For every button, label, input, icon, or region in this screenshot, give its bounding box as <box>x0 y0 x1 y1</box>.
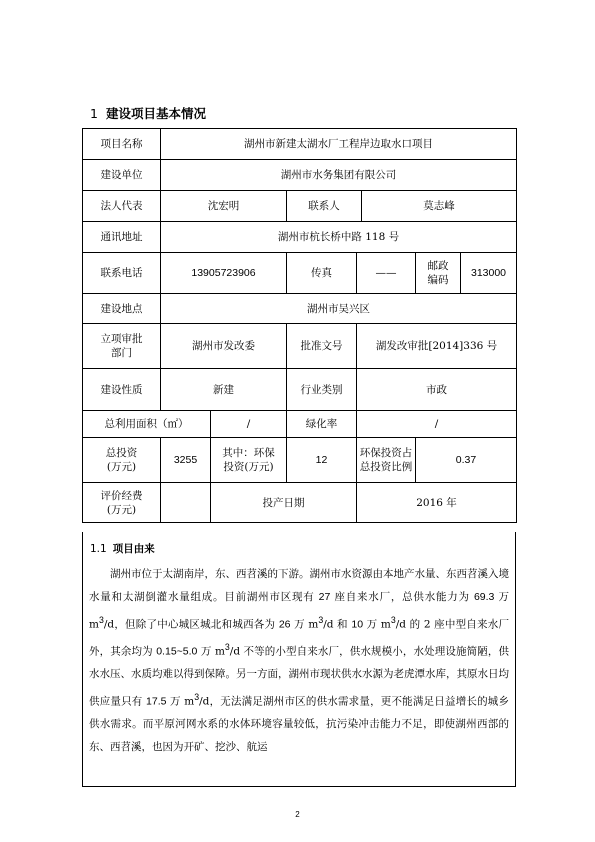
subsection-title: 项目由来 <box>112 543 155 555</box>
superscript: 3 <box>98 614 104 625</box>
value-project-name: 湖州市新建太湖水厂工程岸边取水口项目 <box>161 129 517 160</box>
value-approval-no: 湖发改审批[2014]336 号 <box>357 324 517 369</box>
number-run: 0.15~5.0 <box>156 645 198 658</box>
value-approval-dept: 湖州市发改委 <box>161 324 287 369</box>
label-legal-rep: 法人代表 <box>83 191 161 222</box>
label-address: 通讯地址 <box>83 222 161 253</box>
table-row <box>83 160 517 191</box>
value-nature: 新建 <box>161 369 287 411</box>
value-legal-rep: 沈宏明 <box>161 191 287 222</box>
label-approval-dept: 立项审批 部门 <box>83 324 161 369</box>
text-run: /d，但除了中心城区城北和城西各为 <box>103 618 279 631</box>
label-eval-fee: 评价经费 (万元) <box>83 483 161 523</box>
table-row <box>83 369 517 411</box>
text-run: /d 的 2 座中型自来水厂外，其余均为 <box>89 618 509 658</box>
superscript: 3 <box>224 641 230 652</box>
number-run: 17.5 <box>146 695 167 708</box>
number-run: 26 <box>278 618 291 631</box>
label-project-name: 项目名称 <box>83 129 161 160</box>
text-run: /d 和 <box>323 618 352 631</box>
text-run: /d，无法满足湖州市区的供水需求量，更不能满足日益增长的城乡供水需求。而平原河网水系的水体环境容量较低，抗污染冲击能力不足，即使湖州西部的东、西苕溪，也因为开矿、挖沙、航运 <box>89 695 509 754</box>
label-start-date: 投产日期 <box>211 483 357 523</box>
label-phone: 联系电话 <box>83 253 161 294</box>
number-run: 10 <box>351 618 364 631</box>
table-row <box>83 411 517 438</box>
text-run: 万 m <box>89 590 509 631</box>
text-run: /d 不等的小型自来水厂，供水规模小，水处理设施简陋，供水水压、水质均难以得到保障。另一方面，湖州市现状供水水源为老虎潭水库，其原水日均供应量只有 <box>89 645 509 708</box>
table-row <box>83 438 517 483</box>
label-fax: 传真 <box>287 253 357 294</box>
table-row <box>83 191 517 222</box>
subsection-heading <box>90 541 155 556</box>
label-postcode: 邮政 编码 <box>416 253 461 293</box>
section-number: 1 <box>90 106 98 121</box>
value-postcode: 313000 <box>470 267 507 279</box>
label-env-invest: 其中：环保 投资(万元) <box>211 438 287 483</box>
value-total-invest: 3255 <box>161 438 211 483</box>
label-contact: 联系人 <box>287 191 362 222</box>
label-construction-unit: 建设单位 <box>83 160 161 191</box>
number-run: 27 <box>318 590 331 603</box>
label-nature: 建设性质 <box>83 369 161 411</box>
label-approval-no: 批准文号 <box>287 324 357 369</box>
subsection-number: 1.1 <box>90 543 107 555</box>
value-phone: 13905723906 <box>161 253 287 294</box>
value-env-invest: 12 <box>287 438 357 483</box>
project-origin-paragraph <box>89 563 509 759</box>
table-row <box>83 253 517 294</box>
value-location: 湖州市吴兴区 <box>161 294 517 324</box>
label-total-invest: 总投资 (万元) <box>83 438 161 483</box>
section-title: 建设项目基本情况 <box>105 106 206 121</box>
text-run: 座自来水厂，总供水能力为 <box>330 590 474 603</box>
project-info-table <box>82 128 517 523</box>
value-industry: 市政 <box>357 369 517 411</box>
superscript: 3 <box>318 614 324 625</box>
value-greening: / <box>357 411 517 438</box>
superscript: 3 <box>390 614 396 625</box>
value-area: / <box>211 411 287 438</box>
value-fax: —— <box>357 253 416 294</box>
value-contact: 莫志峰 <box>362 191 517 222</box>
superscript: 3 <box>194 691 200 702</box>
text-run: 湖州市位于太湖南岸，东、西苕溪的下游。湖州市水资源由本地产水量、东西苕溪入境水量和太湖倒灌水量组成。目前湖州市区现有 <box>89 568 509 603</box>
value-start-date: 2016 年 <box>357 483 517 523</box>
label-greening: 绿化率 <box>287 411 357 438</box>
text-run: 万 m <box>290 618 319 631</box>
label-env-ratio: 环保投资占 总投资比例 <box>357 438 416 483</box>
table-row <box>83 294 517 324</box>
value-construction-unit: 湖州市水务集团有限公司 <box>161 160 517 191</box>
label-location: 建设地点 <box>83 294 161 324</box>
text-run: 万 m <box>197 645 225 658</box>
table-row <box>83 324 517 369</box>
value-env-ratio: 0.37 <box>416 438 517 483</box>
value-address: 湖州市杭长桥中路 118 号 <box>161 222 517 253</box>
table-row <box>83 483 517 523</box>
number-run: 69.3 <box>473 590 495 603</box>
table-row <box>83 129 517 160</box>
text-run: 万 m <box>363 618 391 631</box>
label-area: 总利用面积（㎡） <box>83 411 211 438</box>
value-eval-fee <box>161 483 211 523</box>
table-row <box>83 222 517 253</box>
page-number: 2 <box>295 810 300 819</box>
postal-cell <box>416 253 517 294</box>
section-heading <box>90 104 206 122</box>
text-run: 万 m <box>166 695 195 708</box>
label-industry: 行业类别 <box>287 369 357 411</box>
